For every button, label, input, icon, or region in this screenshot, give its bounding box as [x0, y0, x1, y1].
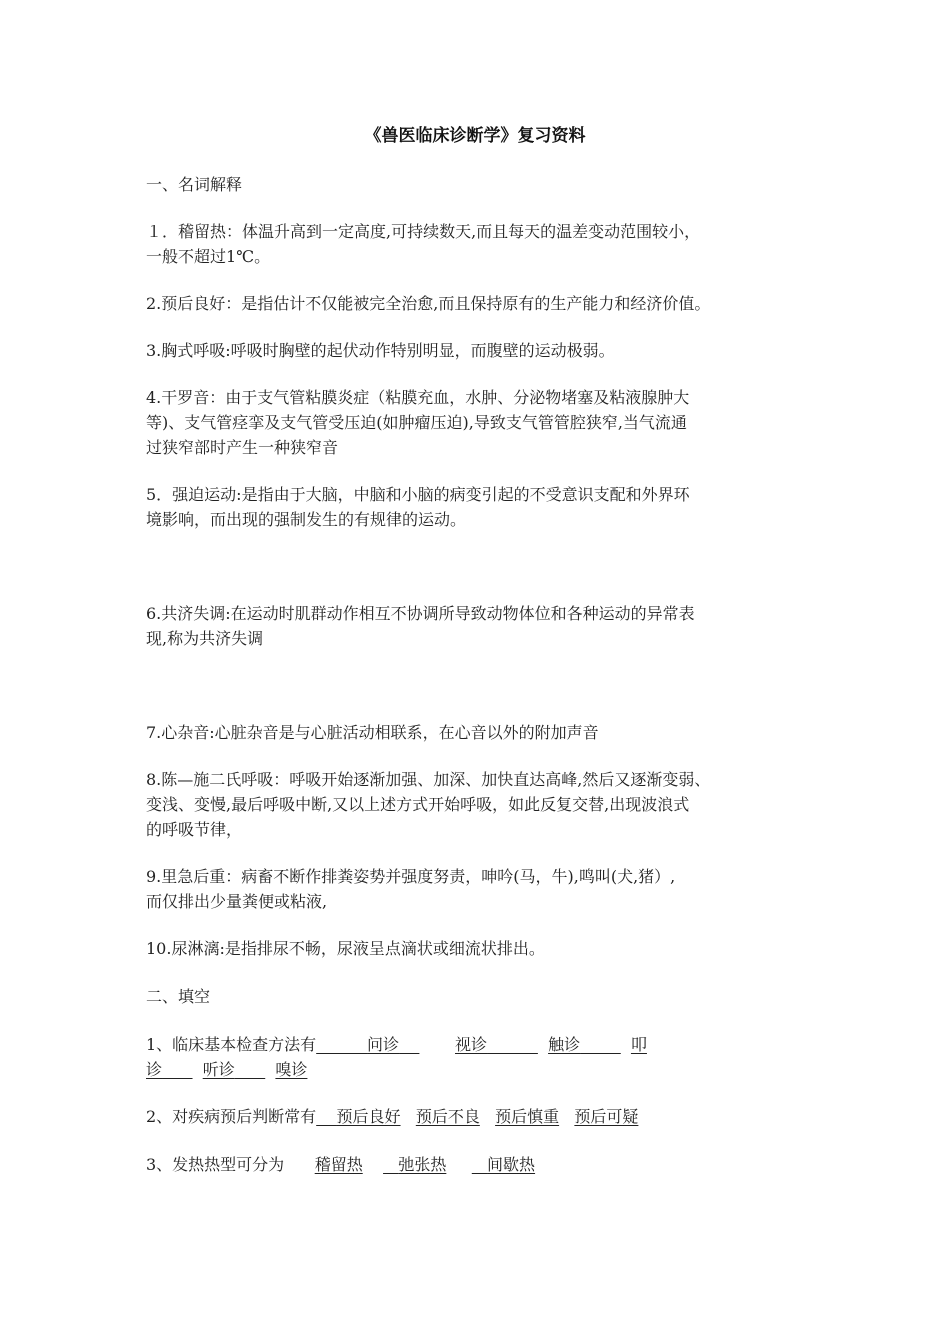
- definition-line: 一般不超过1℃。: [146, 247, 271, 266]
- question-prefix: 3、发热热型可分为: [146, 1155, 285, 1174]
- answer-blank: [416, 1107, 480, 1126]
- answer-blank: [455, 1035, 538, 1054]
- answer-blank: [495, 1107, 559, 1126]
- fill-question-1: [146, 1032, 826, 1082]
- answer-text: 嗅诊: [275, 1060, 308, 1079]
- definition-line: 6.共济失调:在运动时肌群动作相互不协调所导致动物体位和各种运动的异常表: [146, 604, 695, 623]
- section-heading-definitions: 一、名词解释: [146, 175, 243, 194]
- definition-item: [146, 219, 826, 269]
- answer-blank: [203, 1060, 266, 1079]
- definition-line: 8.陈—施二氏呼吸：呼吸开始逐渐加强、加深、加快直达高峰,然后又逐渐变弱、: [146, 770, 711, 789]
- question-prefix: 1、临床基本检查方法有: [146, 1035, 317, 1054]
- answer-text: 听诊: [202, 1060, 235, 1079]
- answer-text: 预后可疑: [574, 1107, 639, 1126]
- answer-blank: [315, 1155, 363, 1174]
- definition-item: [146, 385, 826, 460]
- definition-line: 10.尿淋漓:是指排尿不畅，尿液呈点滴状或细流状排出。: [146, 939, 545, 958]
- definition-item: [146, 936, 826, 961]
- fill-question-2: [146, 1104, 826, 1129]
- answer-blank: [275, 1060, 307, 1079]
- answer-text: 弛张热: [398, 1155, 447, 1174]
- answer-text: 叩: [630, 1035, 647, 1054]
- definition-line: 过狭窄部时产生一种狭窄音: [146, 438, 339, 457]
- definition-line: 而仅排出少量粪便或粘液,: [146, 892, 328, 911]
- answer-text: 预后良好: [336, 1107, 401, 1126]
- definition-line: 变浅、变慢,最后呼吸中断,又以上述方式开始呼吸，如此反复交替,出现波浪式: [146, 795, 690, 814]
- answer-blank: [631, 1035, 647, 1054]
- fill-question-3: [146, 1152, 826, 1177]
- definition-item: [146, 338, 826, 363]
- definition-line: 3.胸式呼吸:呼吸时胸壁的起伏动作特别明显，而腹壁的运动极弱。: [146, 341, 615, 360]
- answer-blank: [316, 1107, 400, 1126]
- definition-line: 2.预后良好：是指估计不仅能被完全治愈,而且保持原有的生产能力和经济价值。: [146, 294, 711, 313]
- definition-line: 境影响，而出现的强制发生的有规律的运动。: [146, 510, 467, 529]
- definition-item: [146, 767, 826, 842]
- answer-blank: [316, 1035, 419, 1054]
- definition-item: [146, 720, 826, 745]
- question-prefix: 2、对疾病预后判断常有: [146, 1107, 317, 1126]
- answer-blank: [574, 1107, 638, 1126]
- answer-text: 视诊: [455, 1035, 488, 1054]
- document-title: 《兽医临床诊断学》复习资料: [364, 126, 586, 146]
- definition-item: [146, 601, 826, 651]
- answer-text: 间歇热: [487, 1155, 536, 1174]
- answer-blank: [383, 1155, 446, 1174]
- definition-item: [146, 482, 826, 532]
- definition-line: 9.里急后重：病畜不断作排粪姿势并强度努责，呻吟(马，牛),鸣叫(犬,猪）,: [146, 867, 676, 886]
- definition-line: １．稽留热：体温升高到一定高度,可持续数天,而且每天的温差变动范围较小，: [146, 222, 701, 241]
- answer-text: 稽留热: [314, 1155, 363, 1174]
- definition-item: [146, 291, 826, 316]
- definition-item: [146, 864, 826, 914]
- answer-text: 预后不良: [415, 1107, 480, 1126]
- section-heading-fill-in: 二、填空: [146, 987, 211, 1006]
- answer-text: 预后慎重: [495, 1107, 560, 1126]
- definition-line: 的呼吸节律，: [146, 820, 243, 839]
- answer-blank: [146, 1060, 193, 1079]
- answer-blank: [472, 1155, 535, 1174]
- answer-text: 触诊: [548, 1035, 581, 1054]
- answer-text: 问诊: [367, 1035, 400, 1054]
- definition-line: 7.心杂音:心脏杂音是与心脏活动相联系，在心音以外的附加声音: [146, 723, 599, 742]
- definition-line: 5．强迫运动:是指由于大脑，中脑和小脑的病变引起的不受意识支配和外界环: [146, 485, 690, 504]
- definition-line: 现,称为共济失调: [146, 629, 264, 648]
- definition-line: 4.干罗音：由于支气管粘膜炎症（粘膜充血，水肿、分泌物堵塞及粘液腺肿大: [146, 388, 690, 407]
- answer-blank: [548, 1035, 621, 1054]
- answer-text: 诊: [146, 1060, 163, 1079]
- definition-line: 等)、支气管痉挛及支气管受压迫(如肿瘤压迫),导致支气管管腔狭窄,当气流通: [146, 413, 687, 432]
